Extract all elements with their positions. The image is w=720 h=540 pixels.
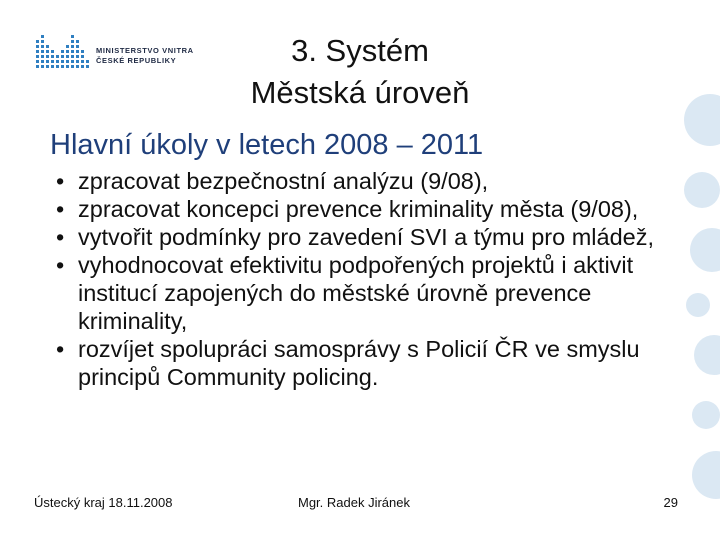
list-item: • zpracovat koncepci prevence kriminality města (9/08), xyxy=(50,195,690,223)
task-list xyxy=(50,167,690,391)
slide-title xyxy=(180,30,540,114)
list-item: • vytvořit podmínky pro zavedení SVI a týmu pro mládež, xyxy=(50,223,690,251)
logo-line-1: MINISTERSTVO VNITRA xyxy=(96,46,194,55)
logo-line-2: ČESKÉ REPUBLIKY xyxy=(96,56,177,65)
page-number: 29 xyxy=(663,495,678,510)
title-line-2: Městská úroveň xyxy=(250,75,470,110)
list-item: • zpracovat bezpečnostní analýzu (9/08), xyxy=(50,167,690,195)
list-item: • rozvíjet spolupráci samosprávy s Policií ČR ve smyslu principů Community policing. xyxy=(50,335,690,391)
section-heading: Hlavní úkoly v letech 2008 – 2011 xyxy=(50,129,484,161)
footer-location-date: Ústecký kraj 18.11.2008 xyxy=(34,495,173,510)
title-line-1: 3. Systém xyxy=(291,33,429,68)
ministry-logo-text xyxy=(96,46,194,66)
list-item: • vyhodnocovat efektivitu podpořených projektů i aktivit institucí zapojených do městské úrovně prevence kriminality, xyxy=(50,251,690,335)
footer-author: Mgr. Radek Jiránek xyxy=(298,495,410,510)
ministry-logo-mark-icon xyxy=(34,30,94,76)
